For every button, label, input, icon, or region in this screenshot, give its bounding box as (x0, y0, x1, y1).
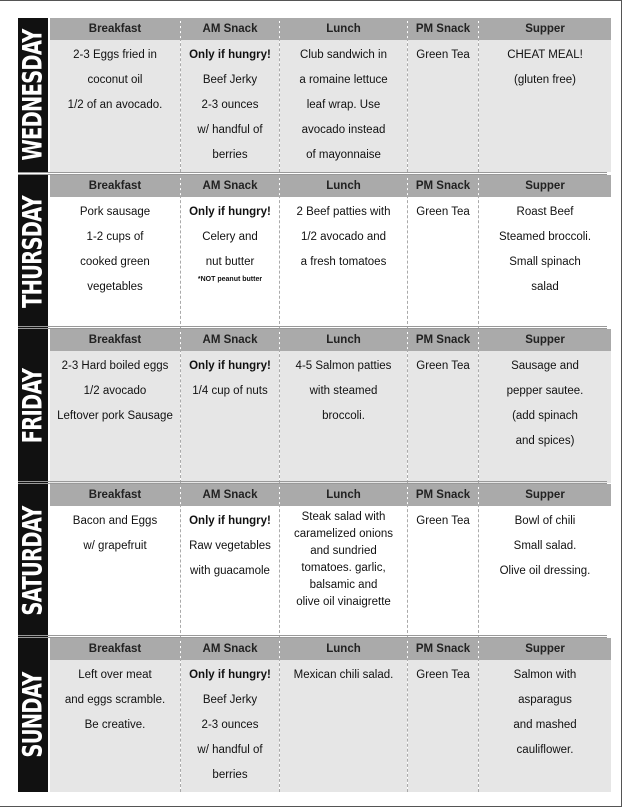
meal-cell (408, 351, 478, 483)
meal-line: 2 Beef patties with (296, 206, 391, 218)
meal-table (50, 638, 611, 792)
day-label (18, 329, 48, 483)
meal-line: and spices) (515, 435, 575, 447)
meal-line: 2-3 Eggs fried in (73, 49, 157, 61)
meal-column (279, 329, 407, 483)
meal-line: 1/2 of an avocado. (67, 99, 163, 111)
column-header: Breakfast (50, 484, 180, 506)
meal-line: Green Tea (416, 669, 470, 681)
column-header: Lunch (280, 638, 407, 660)
meal-column (50, 329, 180, 483)
column-header: Lunch (280, 18, 407, 40)
meal-line: Left over meat (78, 669, 152, 681)
meal-column (50, 638, 180, 792)
day-label (18, 638, 48, 792)
day-label (18, 18, 48, 172)
day-block-saturday (18, 481, 607, 638)
day-label (18, 484, 48, 638)
column-header: Lunch (280, 175, 407, 197)
meal-cell (181, 351, 279, 483)
column-header: PM Snack (408, 638, 478, 660)
meal-line: berries (212, 769, 248, 781)
meal-line: berries (212, 149, 248, 161)
column-header: AM Snack (181, 484, 279, 506)
meal-cell (280, 660, 407, 792)
meal-line: Green Tea (416, 49, 470, 61)
meal-line: with steamed (309, 385, 378, 397)
meal-line: Raw vegetables (189, 540, 271, 552)
meal-line: 2-3 ounces (201, 99, 259, 111)
meal-table (50, 175, 611, 329)
meal-line: Green Tea (416, 515, 470, 527)
meal-cell (408, 40, 478, 172)
meal-line: w/ handful of (197, 744, 263, 756)
meal-line: Be creative. (84, 719, 146, 731)
meal-column (407, 484, 478, 638)
meal-column (180, 638, 279, 792)
meal-cell (50, 660, 180, 792)
meal-cell (479, 40, 611, 172)
meal-line: of mayonnaise (306, 149, 381, 161)
column-header: Supper (479, 329, 611, 351)
meal-line: vegetables (87, 281, 143, 293)
meal-line: Mexican chili salad. (293, 669, 394, 681)
meal-line: w/ handful of (197, 124, 263, 136)
meal-cell (280, 351, 407, 483)
meal-line: 1/2 avocado (83, 385, 147, 397)
meal-column (50, 175, 180, 329)
meal-line: caramelized onions (293, 528, 394, 540)
day-name: FRIDAY (18, 368, 48, 444)
meal-line: 4-5 Salmon patties (295, 360, 392, 372)
meal-cell (50, 40, 180, 172)
column-header: Supper (479, 175, 611, 197)
meal-line: Pork sausage (79, 206, 151, 218)
meal-line: *NOT peanut butter (197, 276, 263, 283)
meal-line: cooked green (80, 256, 150, 268)
column-header: AM Snack (181, 175, 279, 197)
meal-column (180, 175, 279, 329)
meal-line: tomatoes. garlic, (301, 562, 386, 574)
column-header: Breakfast (50, 638, 180, 660)
meal-line: Only if hungry! (189, 360, 271, 372)
meal-line: Small salad. (513, 540, 577, 552)
meal-column (478, 175, 611, 329)
meal-line: (add spinach (512, 410, 578, 422)
day-block-sunday (18, 635, 607, 792)
meal-line: Only if hungry! (189, 49, 271, 61)
meal-column (180, 484, 279, 638)
meal-line: olive oil vinaigrette (296, 596, 391, 608)
meal-column (478, 18, 611, 172)
meal-line: a fresh tomatoes (300, 256, 387, 268)
day-name: SATURDAY (18, 506, 48, 616)
meal-line: Green Tea (416, 360, 470, 372)
meal-line: balsamic and (309, 579, 378, 591)
meal-cell (408, 197, 478, 329)
meal-line: nut butter (205, 256, 255, 268)
column-header: Breakfast (50, 329, 180, 351)
meal-line: 2-3 ounces (201, 719, 259, 731)
column-header: AM Snack (181, 329, 279, 351)
meal-column (407, 175, 478, 329)
meal-column (279, 484, 407, 638)
meal-cell (479, 197, 611, 329)
meal-column (180, 18, 279, 172)
meal-line: 1/2 avocado and (300, 231, 387, 243)
meal-line: coconut oil (87, 74, 143, 86)
meal-line: and sundried (310, 545, 377, 557)
meal-table (50, 484, 611, 638)
column-header: Lunch (280, 329, 407, 351)
meal-cell (50, 197, 180, 329)
meal-line: Sausage and (511, 360, 579, 372)
meal-line: Salmon with (513, 669, 577, 681)
day-block-thursday (18, 172, 607, 329)
column-header: Supper (479, 18, 611, 40)
meal-line: salad (531, 281, 559, 293)
meal-line: Roast Beef (516, 206, 574, 218)
day-name: THURSDAY (18, 196, 48, 308)
meal-column (407, 18, 478, 172)
meal-line: Club sandwich in (300, 49, 387, 61)
meal-line: cauliflower. (516, 744, 574, 756)
meal-table (50, 18, 611, 172)
meal-line: (gluten free) (513, 74, 576, 86)
meal-column (478, 638, 611, 792)
column-header: Supper (479, 484, 611, 506)
meal-line: CHEAT MEAL! (507, 49, 583, 61)
meal-line: Bowl of chili (514, 515, 576, 527)
meal-line: Steamed broccoli. (498, 231, 592, 243)
meal-cell (181, 197, 279, 329)
meal-column (478, 484, 611, 638)
column-header: PM Snack (408, 18, 478, 40)
meal-cell (181, 660, 279, 792)
meal-line: avocado instead (301, 124, 386, 136)
day-name: SUNDAY (18, 672, 48, 758)
meal-column (279, 18, 407, 172)
meal-line: asparagus (518, 694, 572, 706)
meal-line: Small spinach (509, 256, 581, 268)
meal-cell (181, 40, 279, 172)
meal-line: Green Tea (416, 206, 470, 218)
meal-cell (408, 660, 478, 792)
meal-line: Only if hungry! (189, 669, 271, 681)
meal-cell (50, 506, 180, 638)
meal-line: Only if hungry! (189, 515, 271, 527)
day-name: WEDNESDAY (18, 29, 48, 161)
meal-line: Beef Jerky (202, 74, 258, 86)
meal-cell (50, 351, 180, 483)
meal-line: leaf wrap. Use (306, 99, 381, 111)
meal-cell (479, 660, 611, 792)
meal-line: Olive oil dressing. (499, 565, 591, 577)
column-header: PM Snack (408, 484, 478, 506)
column-header: Lunch (280, 484, 407, 506)
meal-column (407, 638, 478, 792)
column-header: Breakfast (50, 18, 180, 40)
meal-line: with guacamole (190, 565, 270, 577)
day-block-wednesday (18, 18, 607, 172)
meal-cell (479, 506, 611, 638)
column-header: AM Snack (181, 638, 279, 660)
meal-column (279, 638, 407, 792)
meal-cell (181, 506, 279, 638)
column-header: Supper (479, 638, 611, 660)
meal-cell (479, 351, 611, 483)
meal-line: w/ grapefruit (83, 540, 147, 552)
meal-column (407, 329, 478, 483)
meal-line: and mashed (513, 719, 577, 731)
column-header: AM Snack (181, 18, 279, 40)
meal-line: pepper sautee. (506, 385, 584, 397)
column-header: Breakfast (50, 175, 180, 197)
meal-line: Bacon and Eggs (72, 515, 158, 527)
meal-line: Leftover pork Sausage (57, 410, 173, 422)
meal-line: a romaine lettuce (299, 74, 388, 86)
meal-line: Steak salad with (301, 511, 386, 523)
meal-cell (280, 40, 407, 172)
meal-line: 1-2 cups of (86, 231, 144, 243)
meal-line: and eggs scramble. (64, 694, 166, 706)
column-header: PM Snack (408, 175, 478, 197)
meal-column (180, 329, 279, 483)
meal-line: 1/4 cup of nuts (192, 385, 268, 397)
meal-column (50, 484, 180, 638)
meal-line: Beef Jerky (202, 694, 258, 706)
day-label (18, 175, 48, 329)
meal-column (50, 18, 180, 172)
meal-line: Celery and (202, 231, 258, 243)
column-header: PM Snack (408, 329, 478, 351)
meal-line: broccoli. (322, 410, 365, 422)
meal-column (279, 175, 407, 329)
meal-line: Only if hungry! (189, 206, 271, 218)
meal-table (50, 329, 611, 483)
meal-cell (280, 506, 407, 638)
meal-cell (408, 506, 478, 638)
meal-cell (280, 197, 407, 329)
meal-column (478, 329, 611, 483)
meal-line: 2-3 Hard boiled eggs (61, 360, 169, 372)
day-block-friday (18, 326, 607, 483)
